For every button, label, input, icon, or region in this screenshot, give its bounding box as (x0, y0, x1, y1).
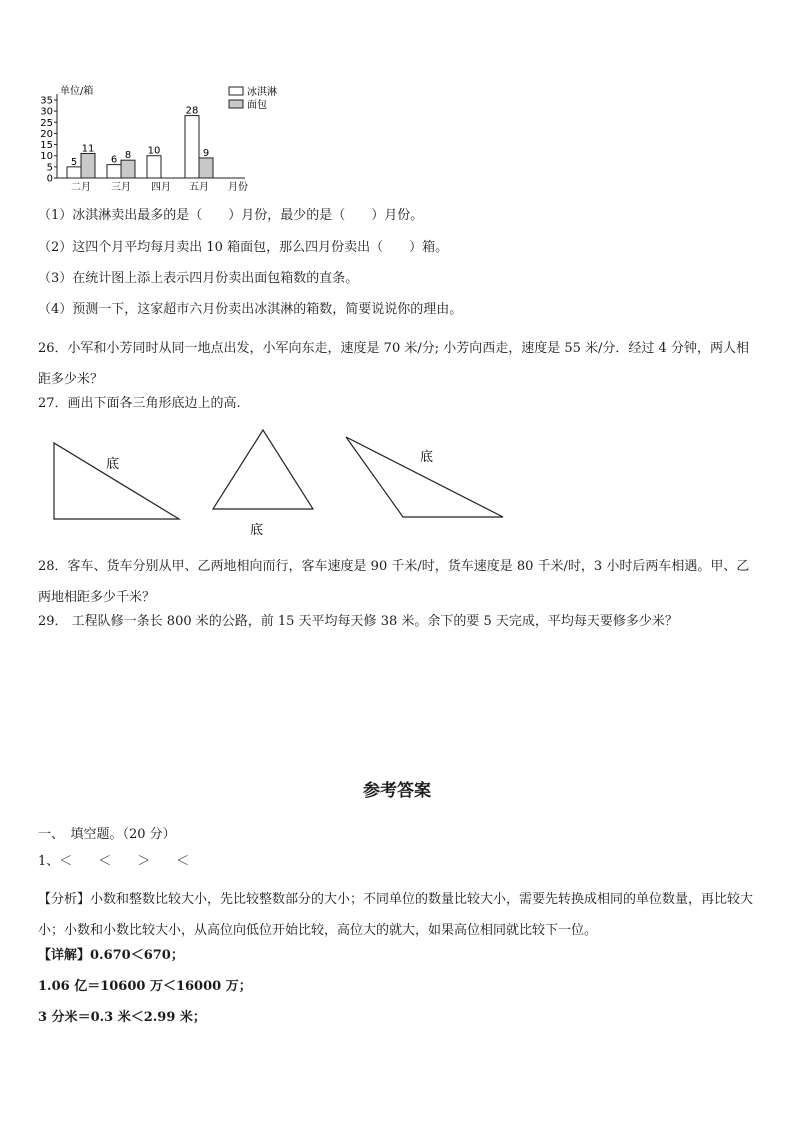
triangle-3-base-label: 底 (420, 450, 434, 465)
triangles-figure (40, 425, 520, 540)
y-tick-label: 15 (40, 140, 53, 152)
data-label: 5 (70, 156, 78, 168)
y-tick-label: 0 (46, 173, 53, 185)
y-axis-unit-label: 单位/箱 (60, 86, 94, 97)
legend-label: 冰淇淋 (247, 87, 277, 98)
data-label: 8 (124, 150, 132, 162)
y-tick-label: 25 (40, 117, 53, 129)
legend-swatch (229, 100, 243, 108)
x-tick-label: 五月 (189, 182, 209, 193)
bar-icecream (67, 167, 81, 178)
bar-chart (30, 82, 320, 194)
answer-line-2: 1.06 亿＝10600 万＜16000 万； (38, 979, 252, 994)
y-tick-label: 5 (46, 162, 53, 174)
legend-swatch (229, 87, 243, 95)
question-26: 26．小军和小芳同时从同一地点出发，小军向东走，速度是 70 米/分; 小芳向西走，速度是 55 米/分．经过 4 分钟，两人相距多少米？ (38, 341, 749, 387)
legend-label: 面包 (247, 100, 267, 111)
x-tick-label: 四月 (151, 182, 171, 193)
question-27: 27．画出下面各三角形底边上的高. (38, 396, 241, 411)
y-tick-label: 20 (40, 128, 53, 140)
right-triangle (54, 443, 179, 519)
y-tick-label: 30 (40, 106, 53, 118)
triangle-2-base-label: 底 (250, 523, 264, 538)
section-heading: 一、 填空题。（20 分） (38, 827, 176, 842)
data-label: 9 (202, 147, 210, 159)
bar-bread (81, 153, 95, 178)
answer-detail: 【详解】0.670＜670； (38, 948, 184, 963)
x-tick-label: 三月 (111, 182, 131, 193)
question-25-2: （2）这四个月平均每月卖出 10 箱面包，那么四月份卖出（ ）箱。 (38, 240, 449, 255)
data-label: 6 (110, 154, 118, 166)
bar-icecream (147, 156, 161, 178)
answer-1: 1、＜ ＜ ＞ ＜ (38, 854, 190, 869)
acute-triangle (213, 430, 313, 509)
bar-bread (121, 160, 135, 178)
question-25-1: （1）冰淇淋卖出最多的是（ ）月份，最少的是（ ）月份。 (38, 208, 424, 223)
question-25-3: （3）在统计图上添上表示四月份卖出面包箱数的直条。 (38, 271, 359, 286)
answer-analysis: 【分析】小数和整数比较大小，先比较整数部分的大小；不同单位的数量比较大小，需要先转换成相同的单位数量，再比较大小；小数和小数比较大小，从高位向低位开始比较，高位大的就大，如果高位相同就比较下一位。 (38, 892, 754, 938)
triangle-1-base-label: 底 (106, 457, 120, 472)
y-tick-label: 35 (40, 95, 53, 107)
question-25-4: （4）预测一下，这家超市六月份卖出冰淇淋的箱数，简要说说你的理由。 (38, 302, 463, 317)
bar-icecream (107, 165, 121, 178)
question-28: 28．客车、货车分别从甲、乙两地相向而行，客车速度是 90 千米/时，货车速度是 80 千米/时，3 小时后两车相遇。甲、乙两地相距多少千米？ (38, 559, 750, 605)
y-tick-label: 10 (40, 151, 53, 163)
data-label: 11 (81, 143, 95, 155)
x-axis-label: 月份 (228, 182, 248, 193)
data-label: 28 (185, 105, 199, 117)
answer-line-3: 3 分米＝0.3 米＜2.99 米； (38, 1010, 206, 1025)
bar-icecream (185, 116, 199, 178)
x-tick-label: 二月 (71, 182, 91, 193)
data-label: 10 (147, 145, 161, 157)
answers-title: 参考答案 (363, 781, 431, 801)
question-29: 29． 工程队修一条长 800 米的公路，前 15 天平均每天修 38 米。余下的要 5 天完成，平均每天要修多少米？ (38, 614, 678, 629)
obtuse-triangle (346, 437, 503, 517)
bar-bread (199, 158, 213, 178)
